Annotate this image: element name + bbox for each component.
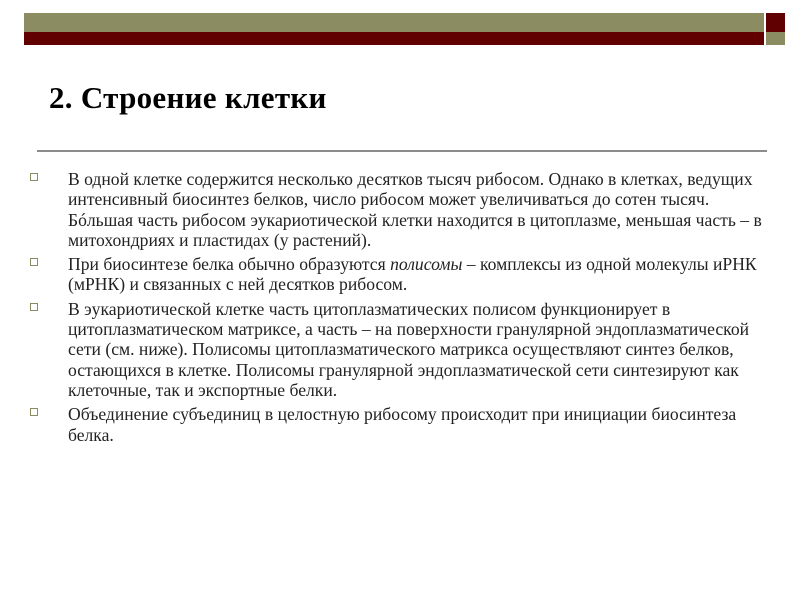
square-bullet-icon [30, 303, 38, 311]
list-item-text: В одной клетке содержится несколько десятков тысяч рибосом. Однако в клетках, ведущих интенсивный биосинтез белков, число рибосом может увеличиваться до сотен тысяч. Бóльшая часть рибосом эукариотической клетки находится в цитоплазме, меньшая часть – в митохондриях и пластидах (у растений). [68, 169, 762, 250]
square-bullet-icon [30, 408, 38, 416]
corner-square-dark [766, 13, 785, 32]
bullet-list [30, 169, 770, 449]
square-bullet-icon [30, 258, 38, 266]
list-item [30, 299, 770, 400]
list-item [30, 169, 770, 250]
list-item-text: Объединение субъединиц в целостную рибосому происходит при инициации биосинтеза белка. [68, 404, 737, 445]
header-bar-dark [24, 32, 764, 45]
list-item-text: В эукариотической клетке часть цитоплазматических полисом функционирует в цитоплазматическом матриксе, а часть – на поверхности гранулярной эндоплазматической сети (см. ниже). Полисомы цитоплазматического матрикса осуществляют синтез белков, остающихся в клетке. Полисомы гранулярной эндоплазматической сети синтезируют как клеточные, так и экспортные белки. [68, 298, 750, 400]
corner-square-olive [766, 32, 785, 45]
term-emphasis: полисомы [390, 254, 463, 275]
header-bar-olive [24, 13, 764, 32]
list-item-text: При биосинтезе белка обычно образуются полисомы – комплексы из одной молекулы иРНК (мРНК) и связанных с ней десятков рибосом. [68, 254, 757, 295]
square-bullet-icon [30, 173, 38, 181]
list-item [30, 254, 770, 295]
list-item [30, 404, 770, 445]
slide-title: 2. Строение клетки [49, 80, 327, 115]
title-divider [37, 150, 767, 152]
